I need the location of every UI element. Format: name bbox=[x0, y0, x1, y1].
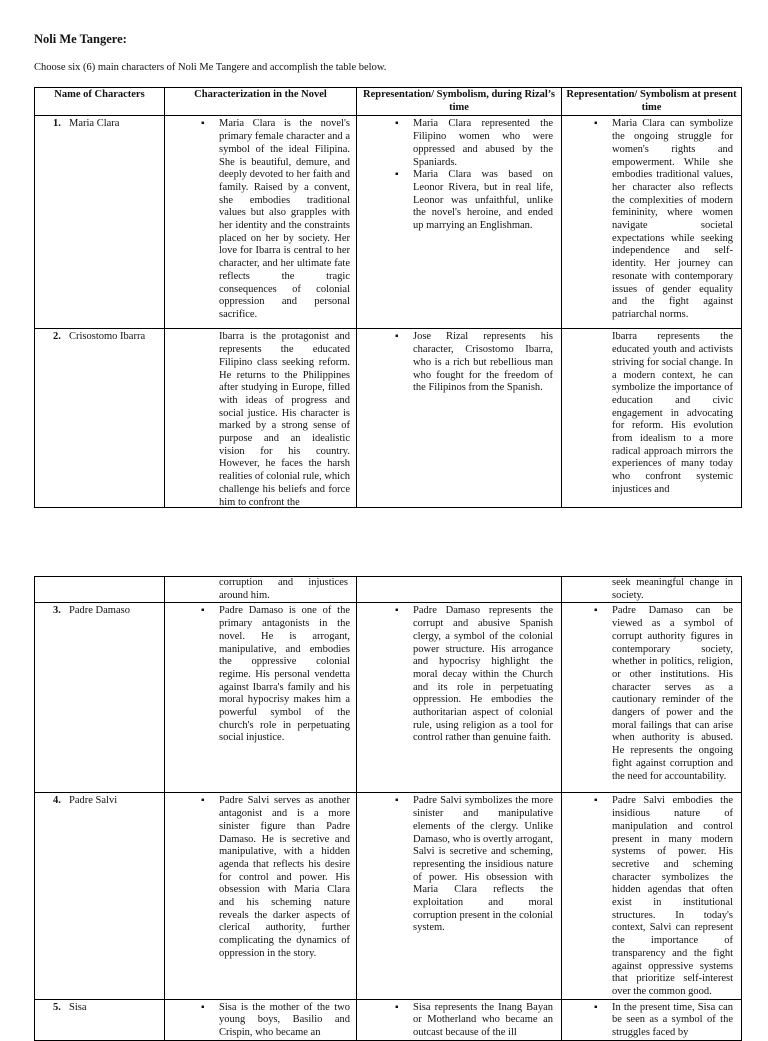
list-item: ▪ Padre Salvi embodies the insidious nature of manipulation and control present in many modern systems of power. His secretive and scheming character symbolizes the hidden agendas that often exist in institutional structures. In today's context, Salvi can represent the importance of transparency and the fight against oppressive systems that prioritize self-interest over the common good. bbox=[612, 795, 733, 998]
character-name-cell: 3. Padre Damaso bbox=[35, 603, 165, 793]
header-present-time: Representation/ Symbolism at present time bbox=[562, 88, 742, 116]
character-name-cell: 4. Padre Salvi bbox=[35, 793, 165, 999]
table-row bbox=[35, 999, 742, 1040]
header-characterization: Characterization in the Novel bbox=[165, 88, 357, 116]
header-rizal-time: Representation/ Symbolism, during Rizal’s time bbox=[357, 88, 562, 116]
list-item: ▪ Sisa is the mother of the two young boys, Basilio and Crispin, who became an bbox=[219, 1002, 350, 1040]
table-row bbox=[35, 116, 742, 329]
list-item: ▪ Maria Clara can symbolize the ongoing struggle for women's rights and empowerment. While she embodies traditional values, her character also reflects the complexities of modern femininity, where women navigate societal expectations while seeking independence and self-identity. Her journey can resonate with contemporary issues of gender equality and the fight against patriarchal norms. bbox=[612, 118, 733, 321]
character-name-cell: 2. Crisostomo Ibarra bbox=[35, 329, 165, 508]
continuation-text: seek meaningful change in society. bbox=[562, 577, 742, 603]
list-item: ▪ Padre Damaso is one of the primary antagonists in the novel. He is arrogant, manipulative, and embodies the oppressive colonial regime. His personal vendetta against Ibarra's family and his moral hypocrisy makes him a powerful symbol of the church's role in perpetuating social injustice. bbox=[219, 605, 350, 745]
list-item: ▪ Ibarra is the protagonist and represents the educated Filipino class seeking reform. He returns to the Philippines after studying in Europe, filled with ideas of progress and social justice. His character is marked by a strong sense of purpose and an idealistic vision for his country. However, he faces the harsh realities of colonial rule, which challenge his beliefs and force him to confront the bbox=[219, 331, 350, 507]
document-title: Noli Me Tangere: bbox=[34, 32, 127, 46]
list-item: ▪ Maria Clara is the novel's primary female character and a symbol of the ideal Filipina. She is beautiful, demure, and deeply devoted to her faith and family. Raised by a convent, she embodies traditional values but also grapples with her identity and the constraints placed on her by society. Her love for Ibarra is central to her character, and her ultimate fate reflects the tragic consequences of colonial oppression and personal sacrifice. bbox=[219, 118, 350, 321]
characters-table-part2 bbox=[34, 576, 742, 1041]
list-item: ▪ Sisa represents the Inang Bayan or Motherland who became an outcast because of the ill bbox=[413, 1002, 553, 1040]
list-item: ▪ Ibarra represents the educated youth and activists striving for social change. In a modern context, he can symbolize the importance of education and civic engagement in advocating for reform. His evolution from idealism to a more radical approach mirrors the experiences of many today who confront systemic injustices and bbox=[612, 331, 733, 496]
list-item: ▪ Padre Salvi symbolizes the more sinister and manipulative elements of the clergy. Unlike Damaso, who is overtly arrogant, Salvi is secretive and scheming, representing the insidious nature of power. His obsession with Maria Clara reflects the exploitation and moral corruption present in the colonial system. bbox=[413, 795, 553, 935]
document-intro: Choose six (6) main characters of Noli Me Tangere and accomplish the table below. bbox=[34, 62, 387, 73]
characters-table-part1 bbox=[34, 87, 742, 508]
list-item: ▪ Jose Rizal represents his character, Crisostomo Ibarra, who is a rich but rebellious man who fought for the freedom of the Filipinos from the Spanish. bbox=[413, 331, 553, 395]
header-name: Name of Characters bbox=[35, 88, 165, 116]
table-header-row bbox=[35, 88, 742, 116]
table-row bbox=[35, 603, 742, 793]
list-item: ▪ Maria Clara was based on Leonor Rivera, but in real life, Leonor was unfaithful, unlike the novel's heroine, and ended up marrying an Englishman. bbox=[413, 169, 553, 233]
character-name-cell: 5. Sisa bbox=[35, 999, 165, 1040]
list-item: ▪ Maria Clara represented the Filipino women who were oppressed and abused by the Spaniards. bbox=[413, 118, 553, 169]
table-row bbox=[35, 329, 742, 508]
list-item: ▪ Padre Damaso can be viewed as a symbol of corrupt authority figures in contemporary society, whether in politics, religion, or other institutions. His character serves as a cautionary reminder of the dangers of power and the moral failings that can arise when authority is abused. He represents the ongoing fight against corruption and the need for accountability. bbox=[612, 605, 733, 783]
table-row-continuation bbox=[35, 577, 742, 603]
continuation-text: corruption and injustices around him. bbox=[165, 577, 357, 603]
list-item: ▪ In the present time, Sisa can be seen as a symbol of the struggles faced by bbox=[612, 1002, 733, 1040]
character-name-cell: 1. Maria Clara bbox=[35, 116, 165, 329]
list-item: ▪ Padre Damaso represents the corrupt and abusive Spanish clergy, a symbol of the colonial power structure. His arrogance and hypocrisy highlight the moral decay within the Church and its role in perpetuating oppression. He embodies the authoritarian aspect of colonial rule, using religion as a tool for control rather than genuine faith. bbox=[413, 605, 553, 745]
table-row bbox=[35, 793, 742, 999]
list-item: ▪ Padre Salvi serves as another antagonist and is a more sinister figure than Padre Damaso. He is secretive and manipulative, with a hidden agenda that reflects his desire for control and power. His obsession with Maria Clara and his scheming nature reveals the darker aspects of clerical authority, further complicating the dynamics of oppression in the story. bbox=[219, 795, 350, 960]
